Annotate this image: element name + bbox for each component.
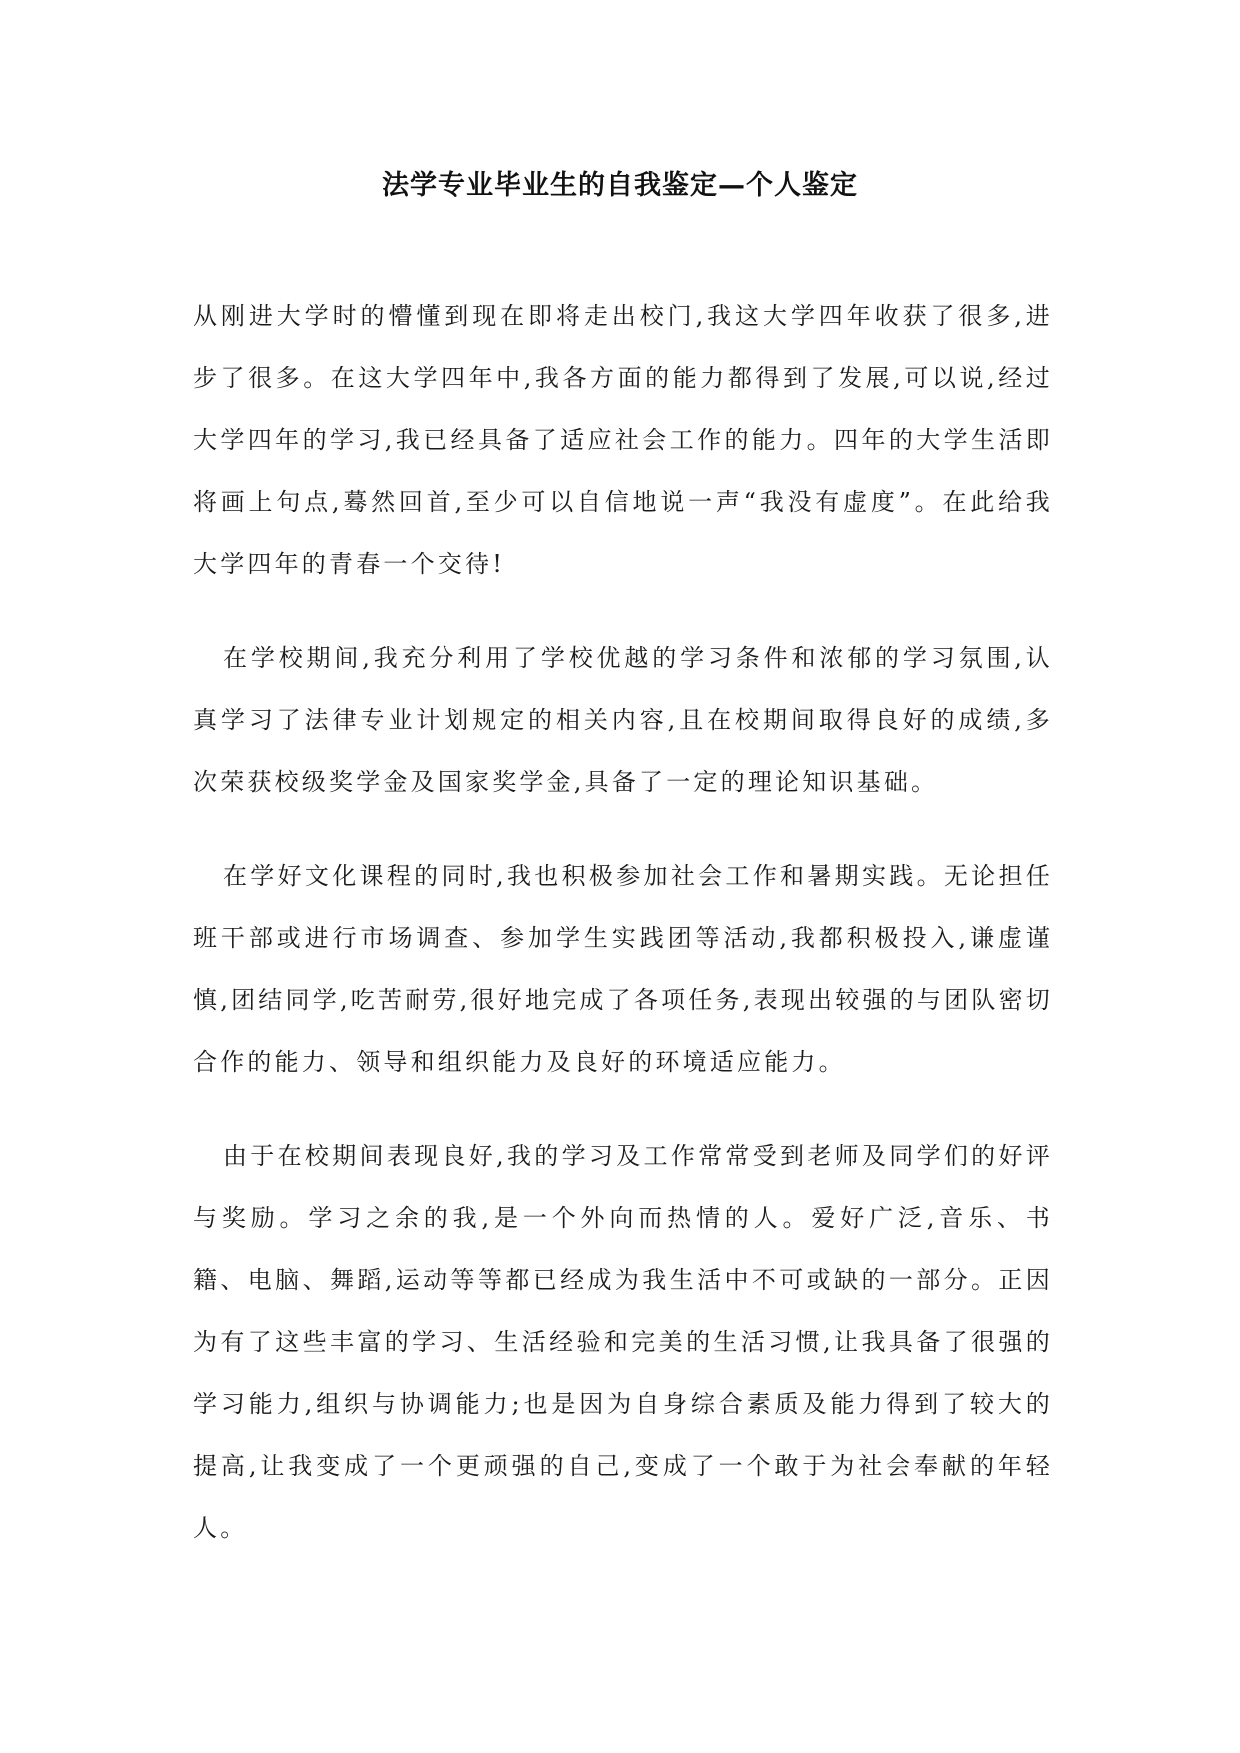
document-body: [193, 285, 1053, 1591]
paragraph-3: 在学好文化课程的同时,我也积极参加社会工作和暑期实践。无论担任班干部或进行市场调查、参加学生实践团等活动,我都积极投入,谦虚谨慎,团结同学,吃苦耐劳,很好地完成了各项任务,表现出较强的与团队密切合作的能力、领导和组织能力及良好的环境适应能力。: [193, 862, 1053, 1076]
paragraph-2: 在学校期间,我充分利用了学校优越的学习条件和浓郁的学习氛围,认真学习了法律专业计划规定的相关内容,且在校期间取得良好的成绩,多次荣获校级奖学金及国家奖学金,具备了一定的理论知识基础。: [193, 644, 1053, 796]
paragraph-4: 由于在校期间表现良好,我的学习及工作常常受到老师及同学们的好评与奖励。学习之余的我,是一个外向而热情的人。爱好广泛,音乐、书籍、电脑、舞蹈,运动等等都已经成为我生活中不可或缺的一部分。正因为有了这些丰富的学习、生活经验和完美的生活习惯,让我具备了很强的学习能力,组织与协调能力;也是因为自身综合素质及能力得到了较大的提高,让我变成了一个更顽强的自己,变成了一个敢于为社会奉献的年轻人。: [193, 1142, 1053, 1542]
document-title: 法学专业毕业生的自我鉴定—个人鉴定: [382, 170, 858, 201]
paragraph-1: 从刚进大学时的懵懂到现在即将走出校门,我这大学四年收获了很多,进步了很多。在这大学四年中,我各方面的能力都得到了发展,可以说,经过大学四年的学习,我已经具备了适应社会工作的能力。四年的大学生活即将画上句点,蓦然回首,至少可以自信地说一声“我没有虚度”。在此给我大学四年的青春一个交待!: [193, 302, 1053, 578]
